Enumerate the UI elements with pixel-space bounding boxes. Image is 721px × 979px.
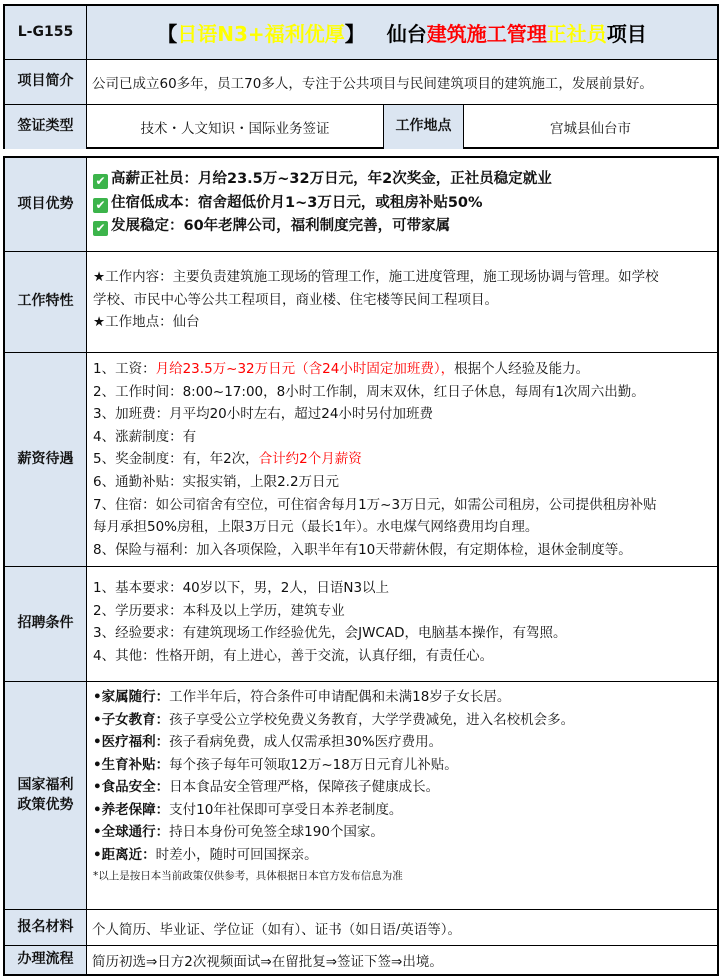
check-icon: ✔: [93, 198, 108, 213]
requirement-line: 1、基本要求：40岁以下，男，2人，日语N3以上: [93, 580, 390, 596]
check-icon: ✔: [93, 221, 108, 236]
salary-line: 6、通勤补贴：实报实销，上限2.2万日元: [93, 473, 340, 490]
intro-row: [5, 60, 717, 105]
visa-row: [5, 105, 717, 149]
welfare-note: *以上是按日本当前政策仅供参考，具体根据日本官方发布信息为准: [93, 870, 403, 882]
advantages-content: [87, 158, 717, 251]
salary-content: [87, 353, 717, 566]
title-bracket-open: 【: [157, 22, 178, 46]
location-label: 工作地点: [384, 105, 464, 149]
salary-line: 4、涨薪制度：有: [93, 428, 197, 445]
features-row: [5, 252, 717, 353]
features-content: [87, 252, 717, 352]
process-row: [5, 946, 717, 974]
welfare-item: •食品安全：日本食品安全管理严格，保障孩子健康成长。: [93, 779, 440, 795]
page-title: [87, 6, 717, 59]
advantage-item: ✔ 高薪正社员：月给23.5万~32万日元，年2次奖金，正社员稳定就业: [93, 168, 711, 192]
title-place: 仙台: [386, 22, 427, 46]
check-icon: ✔: [93, 174, 108, 189]
advantages-label: 项目优势: [5, 158, 87, 251]
requirement-line: 2、学历要求：本科及以上学历，建筑专业: [93, 602, 345, 619]
requirements-content: [87, 567, 717, 681]
location-text: 宫城县仙台市: [550, 121, 631, 137]
welfare-item: •子女教育：孩子享受公立学校免费义务教育，大学学费减免，进入名校机会多。: [93, 711, 575, 728]
requirement-line: 4、其他：性格开朗，有上进心，善于交流，认真仔细，有责任心。: [93, 647, 494, 664]
requirement-line: 3、经验要求：有建筑现场工作经验优先，会JWCAD，电脑基本操作，有驾照。: [93, 625, 567, 642]
materials-row: [5, 910, 717, 946]
title-row: [5, 6, 717, 60]
title-status: 正社员: [546, 22, 607, 46]
salary-row: [5, 353, 717, 567]
salary-line: 5、奖金制度：有，年2次，合计约2个月薪资: [93, 451, 362, 468]
welfare-item: •全球通行：持日本身份可免签全球190个国家。: [93, 824, 384, 840]
advantage-item: ✔ 住宿低成本：宿舍超低价月1~3万日元，或租房补贴50%: [93, 192, 711, 216]
advantage-item: ✔ 发展稳定：60年老牌公司，福利制度完善，可带家属: [93, 215, 711, 239]
salary-line: 1、工资：月给23.5万~32万日元（含24小时固定加班费），根据个人经验及能力。: [93, 361, 590, 377]
salary-line: 每月承担50%房租，上限3万日元（最长1年）。水电煤气网络费用均自理。: [93, 519, 539, 536]
features-label: 工作特性: [5, 252, 87, 352]
salary-line: 2、工作时间：8:00~17:00，8小时工作制，周末双休，红日子休息，每周有1次周六出勤。: [93, 383, 645, 400]
welfare-item: •家属随行：工作半年后，符合条件可申请配偶和未满18岁子女长居。: [93, 689, 511, 705]
detail-table: [3, 156, 719, 976]
header-table: [3, 4, 719, 149]
welfare-row: [5, 682, 717, 910]
intro-text: 公司已成立60多年，员工70多人，专注于公共项目与民间建筑项目的建筑施工，发展前景好。: [92, 76, 653, 92]
welfare-item: •距离近：时差小，随时可回国探亲。: [93, 846, 318, 863]
welfare-item: •生育补贴：每个孩子每年可领取12万~18万日元育儿补贴。: [93, 756, 458, 773]
materials-text: 个人简历、毕业证、学位证（如有）、证书（如日语/英语等）。: [92, 921, 462, 938]
requirements-row: [5, 567, 717, 682]
welfare-content: [87, 682, 717, 909]
visa-label: 签证类型: [5, 105, 87, 149]
title-highlight: 日语N3+福利优厚: [177, 22, 345, 46]
process-text: 简历初选⇒日方2次视频面试⇒在留批复⇒签证下签⇒出境。: [92, 954, 443, 970]
feature-line: ★工作地点：仙台: [93, 314, 200, 331]
intro-label: 项目简介: [5, 60, 87, 104]
title-bracket-close: 】: [344, 22, 365, 46]
process-label: 办理流程: [5, 946, 87, 974]
welfare-label: 国家福利 政策优势: [5, 682, 87, 909]
project-code: L-G155: [5, 6, 87, 59]
welfare-item: •医疗福利：孩子看病免费，成人仅需承担30%医疗费用。: [93, 734, 443, 750]
advantages-row: [5, 158, 717, 252]
welfare-item: •养老保障：支付10年社保即可享受日本养老制度。: [93, 801, 403, 818]
visa-text: 技术・人文知识・国际业务签证: [87, 105, 384, 149]
title-suffix: 项目: [606, 22, 647, 46]
title-job: 建筑施工管理: [426, 22, 547, 46]
feature-line: 学校、市民中心等公共工程项目，商业楼、住宅楼等民间工程项目。: [93, 291, 498, 308]
materials-label: 报名材料: [5, 910, 87, 945]
salary-line: 7、住宿：如公司宿舍有空位，可住宿舍每月1万~3万日元，如需公司租房，公司提供租房补贴: [93, 496, 657, 513]
salary-label: 薪资待遇: [5, 353, 87, 566]
salary-line: 3、加班费：月平均20小时左右，超过24小时另付加班费: [93, 406, 433, 423]
requirements-label: 招聘条件: [5, 567, 87, 681]
feature-line: ★工作内容：主要负责建筑施工现场的管理工作，施工进度管理，施工现场协调与管理。如学校: [93, 269, 659, 285]
salary-line: 8、保险与福利：加入各项保险，入职半年有10天带薪休假，有定期体检，退休金制度等。: [93, 541, 632, 558]
